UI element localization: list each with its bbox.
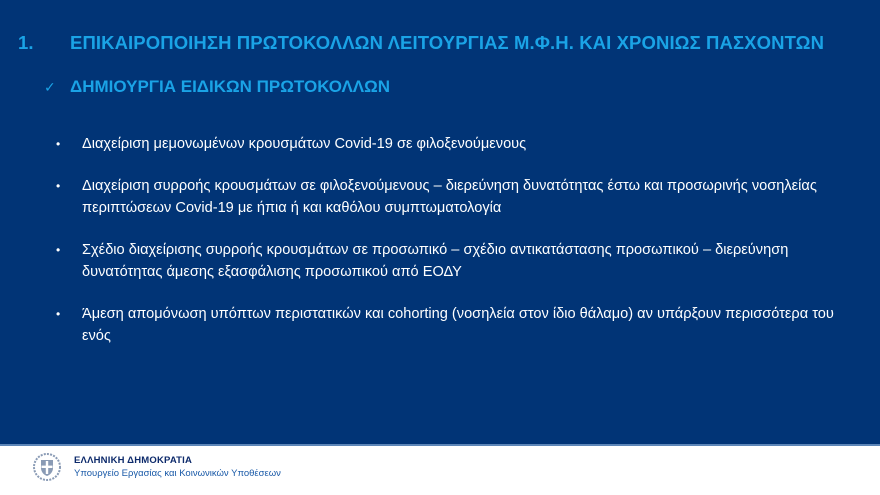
section-heading <box>18 32 824 54</box>
bullet-text: Σχέδιο διαχείρισης συρροής κρουσμάτων σε προσωπικό – σχέδιο αντικατάστασης προσωπικού – διερεύνηση δυνατότητας άμεσης εξασφάλισης προσωπικού από ΕΟΔΥ <box>82 242 789 280</box>
list-item <box>56 239 846 283</box>
bullet-icon: • <box>56 307 61 321</box>
footer-title: ΕΛΛΗΝΙΚΗ ΔΗΜΟΚΡΑΤΙΑ <box>74 455 193 466</box>
footer-subtitle: Υπουργείο Εργασίας και Κοινωνικών Υποθέσεων <box>74 468 281 479</box>
subsection-title: ΔΗΜΙΟΥΡΓΙΑ ΕΙΔΙΚΩΝ ΠΡΩΤΟΚΟΛΛΩΝ <box>70 77 391 96</box>
greek-coat-of-arms-icon <box>32 452 62 482</box>
list-item <box>56 303 846 347</box>
list-item <box>56 175 846 219</box>
bullet-icon: • <box>56 243 61 257</box>
bullet-list <box>56 133 846 367</box>
check-icon: ✓ <box>44 79 56 95</box>
section-title: ΕΠΙΚΑΙΡΟΠΟΙΗΣΗ ΠΡΩΤΟΚΟΛΛΩΝ ΛΕΙΤΟΥΡΓΙΑΣ Μ.Φ.Η. ΚΑΙ ΧΡΟΝΙΩΣ ΠΑΣΧΟΝΤΩΝ <box>70 32 825 53</box>
list-item <box>56 133 846 155</box>
bullet-text: Διαχείριση μεμονωμένων κρουσμάτων Covid-19 σε φιλοξενούμενους <box>82 136 527 152</box>
bullet-icon: • <box>56 137 61 151</box>
bullet-text: Διαχείριση συρροής κρουσμάτων σε φιλοξενούμενους – διερεύνηση δυνατότητας έστω και προσωρινής νοσηλείας περιπτώσεων Covid-19 με ήπια ή και καθόλου συμπτωματολογία <box>82 178 817 216</box>
bullet-text: Άμεση απομόνωση υπόπτων περιστατικών και cohorting (νοσηλεία στον ίδιο θάλαμο) αν υπάρξουν περισσότερα του ενός <box>82 306 834 344</box>
section-number: 1. <box>18 32 34 53</box>
footer <box>32 452 281 482</box>
bullet-icon: • <box>56 179 61 193</box>
subsection-heading <box>44 77 390 97</box>
footer-text <box>74 454 281 480</box>
